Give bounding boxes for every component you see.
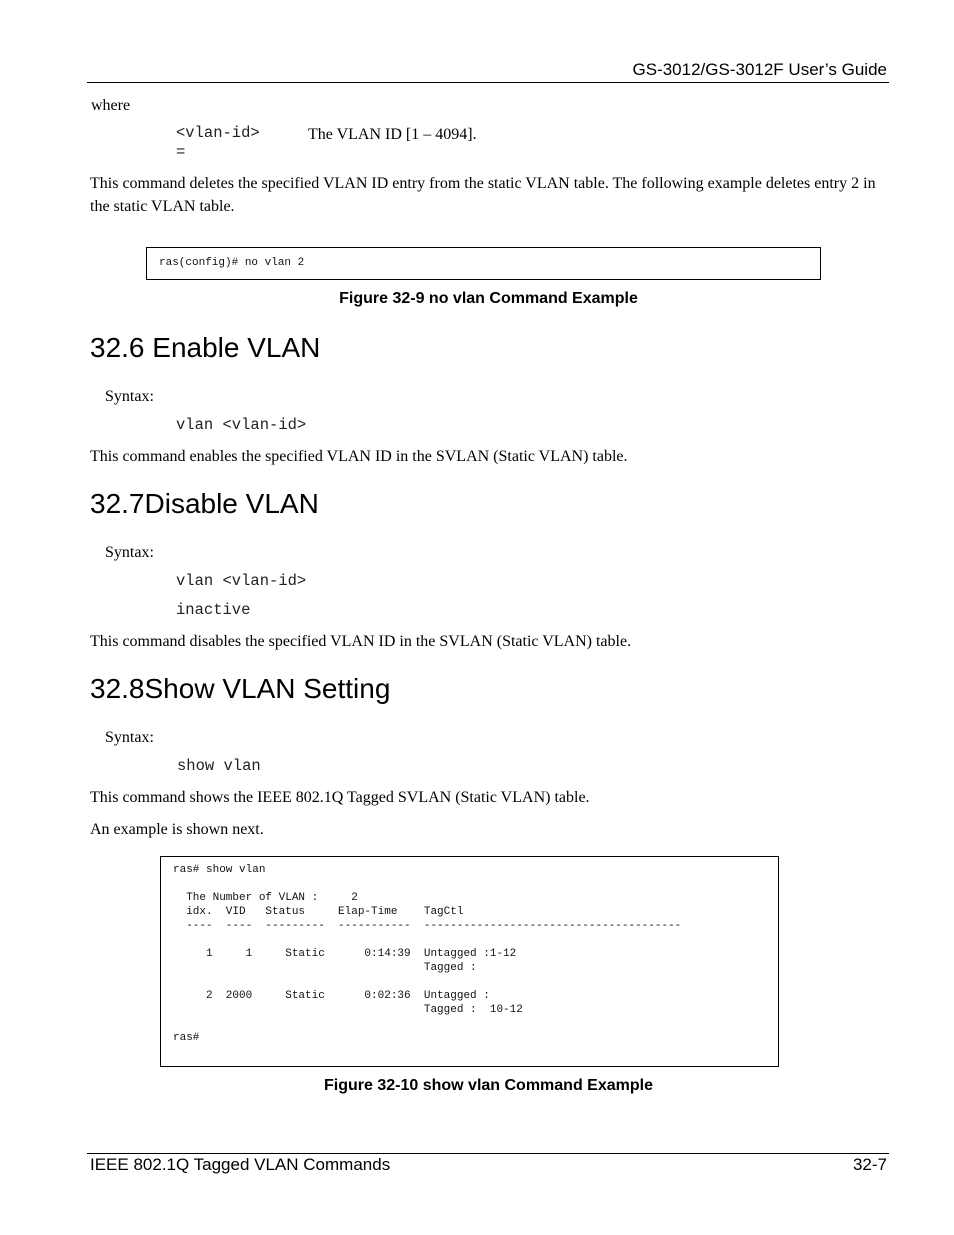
running-header-title: GS-3012/GS-3012F User’s Guide [632,60,887,79]
section-description: This command disables the specified VLAN ID in the SVLAN (Static VLAN) table. [90,633,632,650]
section-number: 32.6 [90,332,145,363]
section-heading-disable-vlan [90,488,319,520]
section-number: 32.8 [90,673,145,704]
where-label: where [91,97,131,114]
syntax-label: Syntax: [105,544,154,561]
figure-caption: Figure 32-10 show vlan Command Example [324,1077,653,1094]
section-description: This command shows the IEEE 802.1Q Tagged SVLAN (Static VLAN) table. [90,789,590,806]
code-example-show-vlan [160,856,779,1067]
section-title: Enable VLAN [152,332,321,363]
section-heading-show-vlan [90,673,390,705]
section-heading-enable-vlan [90,332,320,364]
param-name: <vlan-id> [176,124,260,142]
code-example-no-vlan [146,247,821,280]
figure-caption: Figure 32-9 no vlan Command Example [339,290,638,307]
section-title: Disable VLAN [144,488,319,519]
footer-page-number: 32-7 [852,1155,887,1174]
syntax-label: Syntax: [105,729,154,746]
syntax-keyword: inactive [176,601,251,619]
code-text: ras(config)# no vlan 2 [159,257,305,269]
code-text: ras# show vlan The Number of VLAN : 2 idx. VID Status Elap-Time TagCtl ---- ---- --------- ----------- --------------------------------------- 1 1 Static 0:14:39 Untagged :1-12 Tagged : 2 2000 Static 0:02:36 Untagged : Tagged : 10-12 ras# [173,864,682,1044]
section-description: This command enables the specified VLAN ID in the SVLAN (Static VLAN) table. [90,448,628,465]
syntax-command: vlan <vlan-id> [176,572,307,590]
footer-rule [87,1153,889,1154]
param-description: The VLAN ID [1 – 4094]. [308,126,477,143]
syntax-command: show vlan [177,757,261,775]
section-number: 32.7 [90,488,145,519]
example-note: An example is shown next. [90,821,264,838]
header-rule [87,82,889,83]
syntax-label: Syntax: [105,388,154,405]
syntax-command: vlan <vlan-id> [176,416,307,434]
footer-chapter-title: IEEE 802.1Q Tagged VLAN Commands [90,1155,391,1174]
section-title: Show VLAN Setting [144,673,391,704]
intro-paragraph: This command deletes the specified VLAN ID entry from the static VLAN table. The following example deletes entry 2 in the static VLAN table. [90,175,876,215]
param-equals: = [176,143,186,161]
